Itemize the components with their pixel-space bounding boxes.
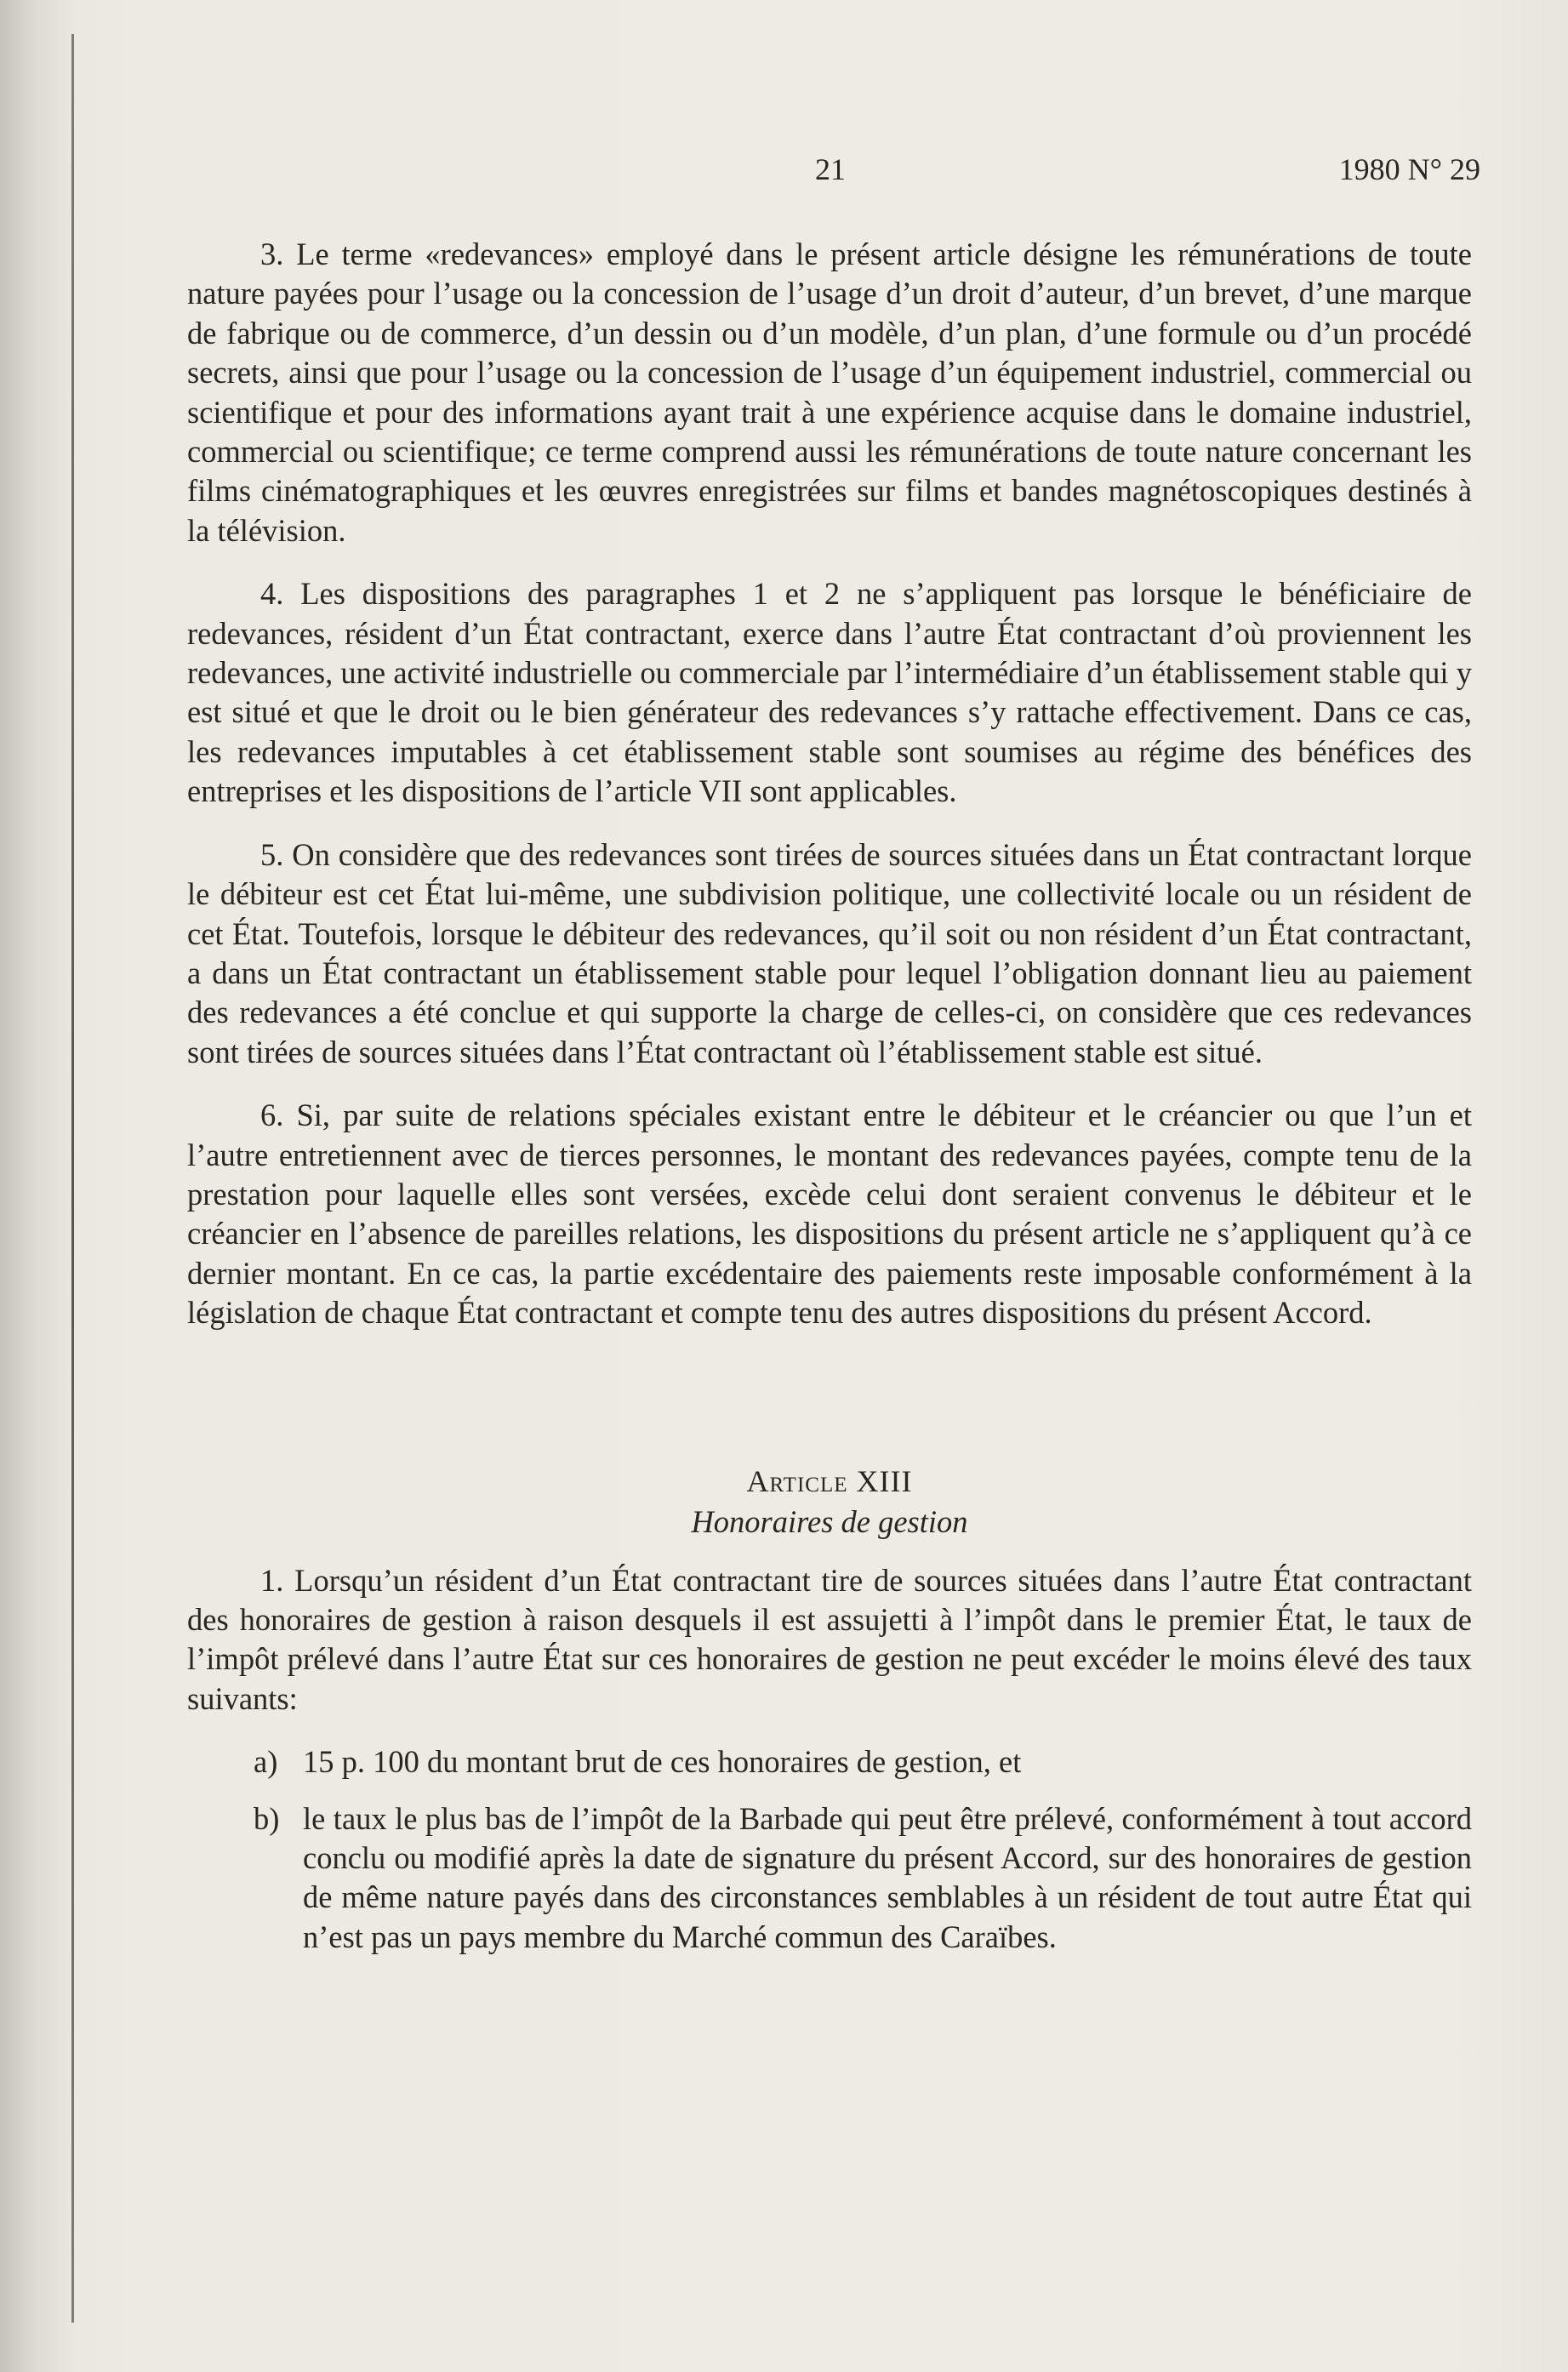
binding-shadow: [0, 0, 77, 2372]
list-item: [187, 1799, 1472, 1958]
rate-list: [187, 1742, 1472, 1957]
list-item: [187, 1742, 1472, 1782]
paragraph-4: 4. Les dispositions des paragraphes 1 et 2 ne s’appliquent pas lorsque le bénéficiaire de redevances, résident d’un État contractant, exerce dans l’autre État contractant d’où proviennent les redevances, une activité industrielle ou commerciale par l’intermédiaire d’un établissement stable qui y est situé et que le droit ou le bien générateur des redevances s’y rattache effectivement. Dans ce cas, les redevances imputables à cet établissement stable sont soumises au régime des bénéfices des entreprises et les dispositions de l’article VII sont applicables.: [187, 576, 1472, 809]
binding-edge: [71, 34, 74, 2323]
page-number: 21: [815, 152, 846, 186]
list-item-text: 15 p. 100 du montant brut de ces honoraires de gestion, et: [303, 1744, 1022, 1780]
paragraph-6: 6. Si, par suite de relations spéciales existant entre le débiteur et le créancier ou que l’un et l’autre entretiennent avec de tierces personnes, le montant des redevances payées, compte tenu de la prestation pour laquelle elles sont versées, excède celui dont seraient convenus le débiteur et le créancier en l’absence de pareilles relations, les dispositions du présent article ne s’appliquent qu’à ce dernier montant. En ce cas, la partie excédentaire des paiements reste imposable conformément à la législation de chaque État contractant et compte tenu des autres dispositions du présent Accord.: [187, 1098, 1472, 1331]
article-number: XIII: [856, 1463, 913, 1498]
paragraph-5: 5. On considère que des redevances sont tirées de sources situées dans un État contractant lorque le débiteur est cet État lui-même, une subdivision politique, une collectivité locale ou un résident de cet État. Toutefois, lorsque le débiteur des redevances, qu’il soit ou non résident d’un État contractant, a dans un État contractant un établissement stable pour lequel l’obligation donnant lieu au paiement des redevances a été conclue et qui supporte la charge de celles-ci, on considère que ces redevances sont tirées de sources situées dans l’État contractant où l’établissement stable est situé.: [187, 836, 1472, 1069]
list-item-text: le taux le plus bas de l’impôt de la Barbade qui peut être prélevé, conformément à tout accord conclu ou modifié après la date de signature du présent Accord, sur des honoraires de gestion de même nature payés dans des circonstances semblables à un résident de tout autre État qui n’est pas un pays membre du Marché commun des Caraïbes.: [303, 1800, 1472, 1954]
article-subtitle: Honoraires de gestion: [691, 1503, 968, 1539]
list-marker: b): [254, 1800, 280, 1836]
body-text: [187, 235, 1472, 1974]
list-marker: a): [254, 1744, 278, 1780]
article-heading: [187, 1461, 1472, 1502]
document-reference: 1980 N° 29: [1338, 152, 1480, 186]
page-header: [187, 151, 1480, 194]
article-word: Article: [746, 1463, 848, 1498]
paragraph-3: 3. Le terme «redevances» employé dans le présent article désigne les rémunérations de toute nature payées pour l’usage ou la concession de l’usage d’un droit d’auteur, d’un brevet, d’une marque de fabrique ou de commerce, d’un dessin ou d’un modèle, d’un plan, d’une formule ou d’un procédé secrets, ainsi que pour l’usage ou la concession de l’usage d’un équipement industriel, commercial ou scientifique et pour des informations ayant trait à une expérience acquise dans le domaine industriel, commercial ou scientifique; ce terme comprend aussi les rémunérations de toute nature concernant les films cinématographiques et les œuvres enregistrées sur films et bandes magnétoscopiques destinés à la télévision.: [187, 237, 1472, 548]
article-paragraph-1: 1. Lorsqu’un résident d’un État contractant tire de sources situées dans l’autre État contractant des honoraires de gestion à raison desquels il est assujetti à l’impôt dans le premier État, le taux de l’impôt prélevé dans l’autre État sur ces honoraires de gestion ne peut excéder le moins élevé des taux suivants:: [187, 1562, 1472, 1716]
